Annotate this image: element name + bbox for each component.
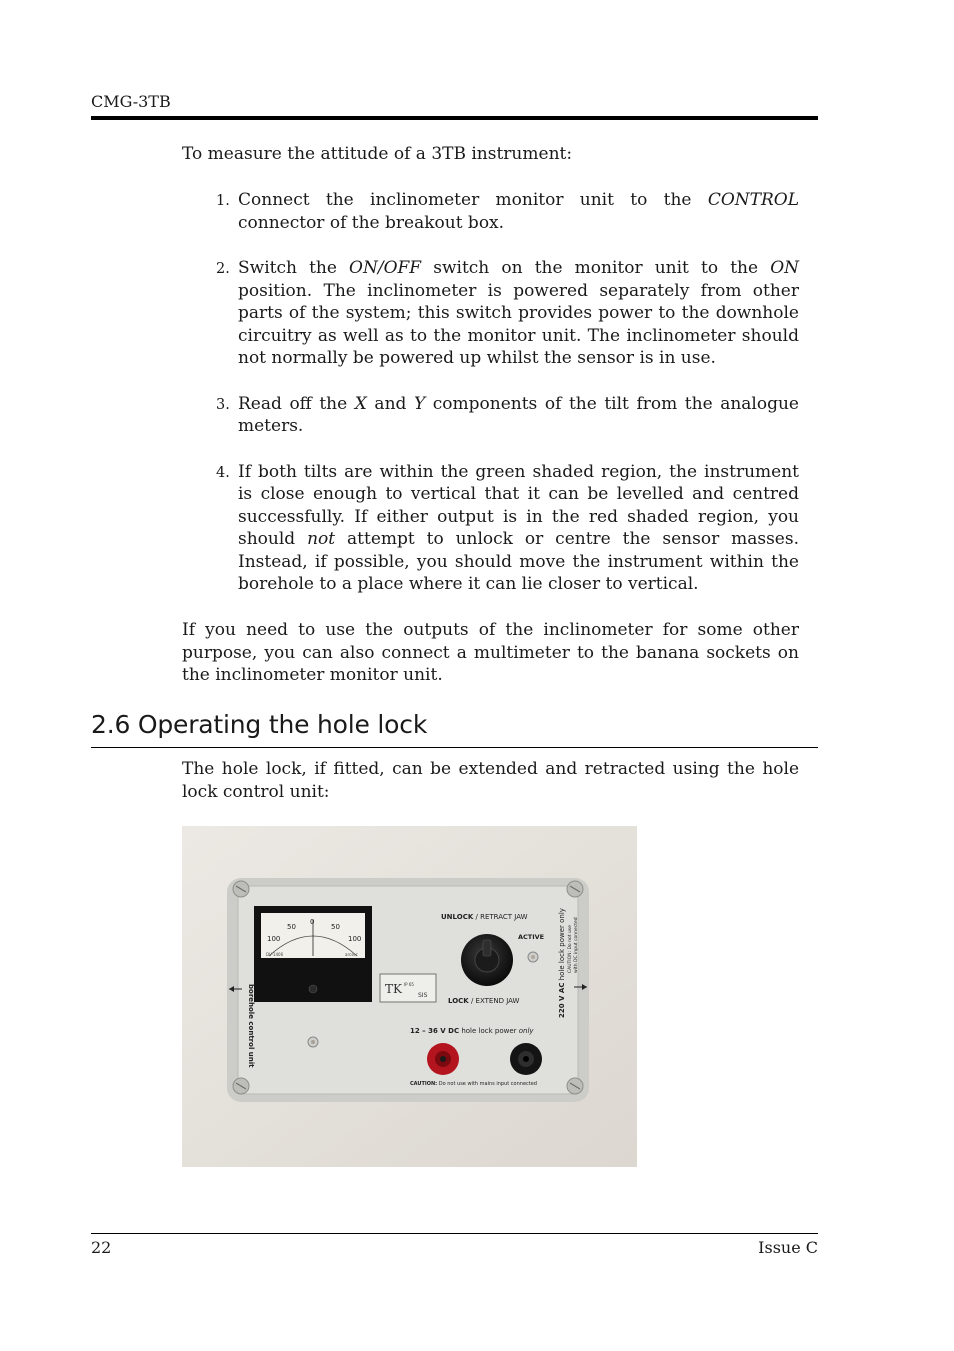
section-heading: 2.6 Operating the hole lock xyxy=(91,710,428,739)
section-rule xyxy=(91,747,818,748)
svg-text:arcsec: arcsec xyxy=(345,952,358,957)
header-rule xyxy=(91,116,818,120)
step-number: 3. xyxy=(216,396,230,413)
svg-text:ACTIVE: ACTIVE xyxy=(518,933,545,941)
svg-text:CAUTION: Do not use with mains: CAUTION: Do not use with mains input connected xyxy=(410,1081,537,1087)
svg-text:IP 65: IP 65 xyxy=(404,982,414,987)
hole-lock-paragraph: The hole lock, if fitted, can be extended and retracted using the hole lock control unit: xyxy=(182,759,799,802)
step-number: 1. xyxy=(216,193,230,209)
svg-text:12 – 36 V DC hole lock power o: 12 – 36 V DC hole lock power only xyxy=(410,1027,534,1035)
running-header: CMG-3TB xyxy=(91,92,171,111)
hole-lock-control-unit-photo xyxy=(182,826,637,1167)
list-item: 4. If both tilts are within the green shaded region, the instrument is close enough to vertical that it can be levelled and centred successfully. If either output is in the red shaded region, you should not attempt to unlock or centre the sensor masses. Instead, if possible, you should move the instrument within the borehole to a place where it can lie closer to vertical. xyxy=(216,461,799,594)
list-item: 1. Connect the inclinometer monitor unit to the CONTROL connector of the breakout box. xyxy=(216,190,799,233)
svg-text:CAUTION: Do not use: CAUTION: Do not use xyxy=(568,925,573,973)
zero-adjust-screw-icon xyxy=(309,985,317,993)
multimeter-paragraph: If you need to use the outputs of the inclinometer for some other purpose, you can also connect a multimeter to the banana sockets on the inclinometer monitor unit. xyxy=(182,620,799,685)
svg-text:0: 0 xyxy=(310,918,315,926)
svg-text:220 V AC hole lock power only: 220 V AC hole lock power only xyxy=(558,908,566,1018)
steps-list xyxy=(182,189,799,619)
svg-text:TK: TK xyxy=(385,982,402,996)
svg-text:50: 50 xyxy=(287,923,296,931)
footer-rule xyxy=(91,1233,818,1234)
svg-text:UNLOCK / RETRACT JAW: UNLOCK / RETRACT JAW xyxy=(441,913,528,921)
svg-text:with DC input connected: with DC input connected xyxy=(574,917,579,973)
list-item: 2. Switch the ON/OFF switch on the monitor unit to the ON position. The inclinometer is powered separately from other parts of the system; this switch provides power to the downhole circuitry as well as to the monitor unit. The inclinometer should not normally be powered up whilst the sensor is in use. xyxy=(216,258,799,368)
intro-text: To measure the attitude of a 3TB instrument: xyxy=(182,144,573,164)
step-number: 2. xyxy=(216,261,230,277)
svg-text:50: 50 xyxy=(331,923,340,931)
page-number: 22 xyxy=(91,1238,112,1257)
svg-text:100: 100 xyxy=(348,935,362,943)
issue-label: Issue C xyxy=(758,1238,818,1257)
svg-text:SIS: SIS xyxy=(418,992,428,999)
step-number: 4. xyxy=(216,464,230,481)
list-item: 3. Read off the X and Y components of the tilt from the analogue meters. xyxy=(216,393,799,436)
svg-text:DV-1406: DV-1406 xyxy=(266,952,284,957)
svg-text:100: 100 xyxy=(267,935,281,943)
svg-text:LOCK / EXTEND JAW: LOCK / EXTEND JAW xyxy=(448,997,520,1005)
svg-text:borehole control unit: borehole control unit xyxy=(247,984,255,1068)
